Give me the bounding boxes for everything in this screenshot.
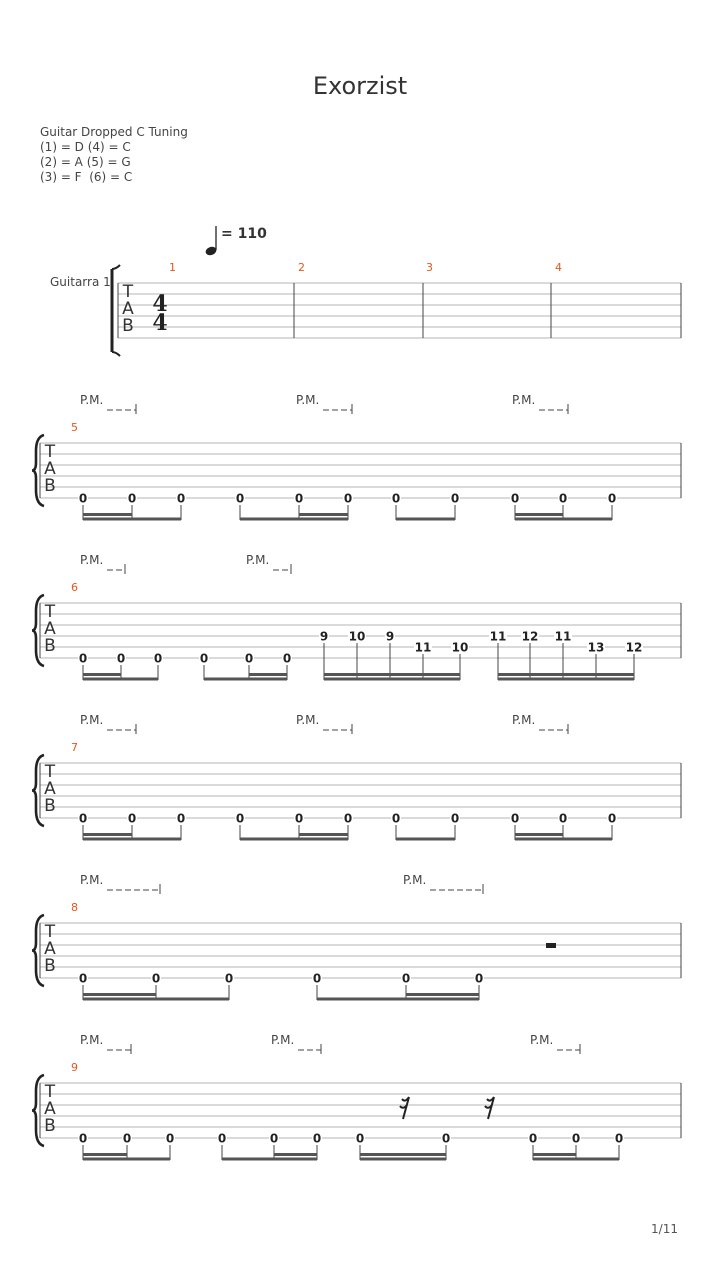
fret-number: 0 [441,1131,451,1146]
measure-number: 6 [71,581,78,594]
tab-clef-letter: A [44,459,56,479]
fret-number: 0 [312,1131,322,1146]
fret-number: 13 [587,640,605,655]
palm-mute-label: P.M. [296,393,320,407]
fret-number: 10 [451,640,469,655]
tab-clef-letter: A [44,1099,56,1119]
beam-secondary [515,513,563,516]
fret-number: 0 [151,971,161,986]
fret-number: 0 [122,1131,132,1146]
fret-number: 0 [78,971,88,986]
tab-clef-letter: A [122,299,134,319]
fret-number: 0 [127,811,137,826]
palm-mute-label: P.M. [512,713,536,727]
fret-number: 0 [282,651,292,666]
beam-primary [240,838,348,841]
fret-number: 0 [116,651,126,666]
fret-number: 0 [401,971,411,986]
page-number: 1/11 [651,1222,678,1236]
fret-number: 0 [235,811,245,826]
beam-primary [324,678,460,681]
palm-mute-label: P.M. [80,1033,104,1047]
fret-number: 0 [224,971,234,986]
half-rest-symbol [546,943,556,948]
fret-number: 0 [355,1131,365,1146]
palm-mute-label: P.M. [271,1033,295,1047]
tab-clef-letter: B [44,796,56,816]
beam-secondary [83,833,132,836]
system-bracket [32,915,44,986]
beam-primary [515,838,612,841]
beam-primary [396,518,455,521]
tuning-header: Guitar Dropped C Tuning [40,125,188,139]
beam-secondary [515,833,563,836]
beam-primary [222,1158,317,1161]
fret-number: 9 [385,629,395,644]
fret-number: 9 [319,629,329,644]
beam-secondary [299,513,348,516]
palm-mute-label: P.M. [296,713,320,727]
fret-number: 12 [625,640,643,655]
fret-number: 11 [489,629,507,644]
tab-clef-letter: B [44,636,56,656]
tab-clef-letter: T [122,282,134,302]
tab-clef-letter: A [44,619,56,639]
beam-primary [83,998,229,1001]
tab-clef-letter: T [44,1082,56,1102]
beam-primary [317,998,479,1001]
palm-mute-label: P.M. [246,553,270,567]
fret-number: 0 [343,491,353,506]
fret-number: 0 [235,491,245,506]
palm-mute-label: P.M. [80,393,104,407]
tuning-line: (1) = D (4) = C [40,140,131,154]
beam-secondary [360,1153,446,1156]
time-signature-bottom: 4 [152,310,168,336]
fret-number: 0 [450,491,460,506]
beam-secondary [406,993,479,996]
fret-number: 0 [391,811,401,826]
fret-number: 0 [571,1131,581,1146]
measure-number: 1 [169,261,176,274]
system-bracket [32,435,44,506]
palm-mute-label: P.M. [512,393,536,407]
time-signature-top: 4 [152,291,168,317]
system-bracket [32,595,44,666]
fret-number: 0 [269,1131,279,1146]
tab-clef-letter: T [44,442,56,462]
fret-number: 0 [607,491,617,506]
beam-secondary [498,673,634,676]
fret-number: 0 [78,1131,88,1146]
fret-number: 0 [176,491,186,506]
tempo-marking: = 110 [221,226,267,242]
measure-number: 2 [298,261,305,274]
fret-number: 0 [614,1131,624,1146]
measure-number: 3 [426,261,433,274]
beam-primary [498,678,634,681]
palm-mute-label: P.M. [80,873,104,887]
fret-number: 0 [153,651,163,666]
fret-number: 0 [176,811,186,826]
palm-mute-label: P.M. [530,1033,554,1047]
measure-number: 9 [71,1061,78,1074]
beam-primary [240,518,348,521]
beam-secondary [83,993,156,996]
beam-secondary [83,1153,127,1156]
beam-primary [396,838,455,841]
system-bracket [32,1075,44,1146]
song-title: Exorzist [312,72,408,100]
fret-number: 0 [607,811,617,826]
fret-number: 10 [348,629,366,644]
beam-primary [515,518,612,521]
beam-primary [204,678,287,681]
fret-number: 0 [78,491,88,506]
palm-mute-label: P.M. [80,553,104,567]
fret-number: 0 [217,1131,227,1146]
beam-secondary [83,673,121,676]
fret-number: 0 [199,651,209,666]
instrument-name: Guitarra 1 [50,275,111,289]
system-bracket [112,265,120,269]
fret-number: 0 [510,491,520,506]
measure-number: 5 [71,421,78,434]
tab-clef-letter: T [44,762,56,782]
system-bracket [32,755,44,826]
beam-primary [83,518,181,521]
beam-secondary [249,673,287,676]
tuning-line: (2) = A (5) = G [40,155,131,169]
beam-primary [83,1158,170,1161]
fret-number: 0 [510,811,520,826]
beam-primary [360,1158,446,1161]
tuning-line: (3) = F (6) = C [40,170,133,184]
beam-secondary [533,1153,576,1156]
fret-number: 0 [528,1131,538,1146]
beam-primary [83,838,181,841]
measure-number: 7 [71,741,78,754]
fret-number: 0 [165,1131,175,1146]
fret-number: 0 [294,811,304,826]
palm-mute-label: P.M. [403,873,427,887]
tab-clef-letter: B [44,1116,56,1136]
beam-secondary [324,673,460,676]
fret-number: 0 [127,491,137,506]
fret-number: 12 [521,629,539,644]
fret-number: 11 [414,640,432,655]
tab-clef-letter: B [122,316,134,336]
fret-number: 0 [312,971,322,986]
fret-number: 0 [391,491,401,506]
tab-clef-letter: B [44,476,56,496]
fret-number: 0 [343,811,353,826]
fret-number: 0 [78,811,88,826]
measure-number: 4 [555,261,562,274]
fret-number: 0 [294,491,304,506]
tab-clef-letter: A [44,779,56,799]
tab-clef-letter: B [44,956,56,976]
fret-number: 0 [558,811,568,826]
tab-clef-letter: T [44,922,56,942]
fret-number: 0 [558,491,568,506]
fret-number: 0 [474,971,484,986]
beam-primary [533,1158,619,1161]
fret-number: 0 [78,651,88,666]
palm-mute-label: P.M. [80,713,104,727]
beam-secondary [83,513,132,516]
tab-clef-letter: A [44,939,56,959]
beam-secondary [274,1153,317,1156]
measure-number: 8 [71,901,78,914]
tab-clef-letter: T [44,602,56,622]
fret-number: 11 [554,629,572,644]
system-bracket [112,352,120,356]
fret-number: 0 [450,811,460,826]
fret-number: 0 [244,651,254,666]
beam-secondary [299,833,348,836]
beam-primary [83,678,158,681]
